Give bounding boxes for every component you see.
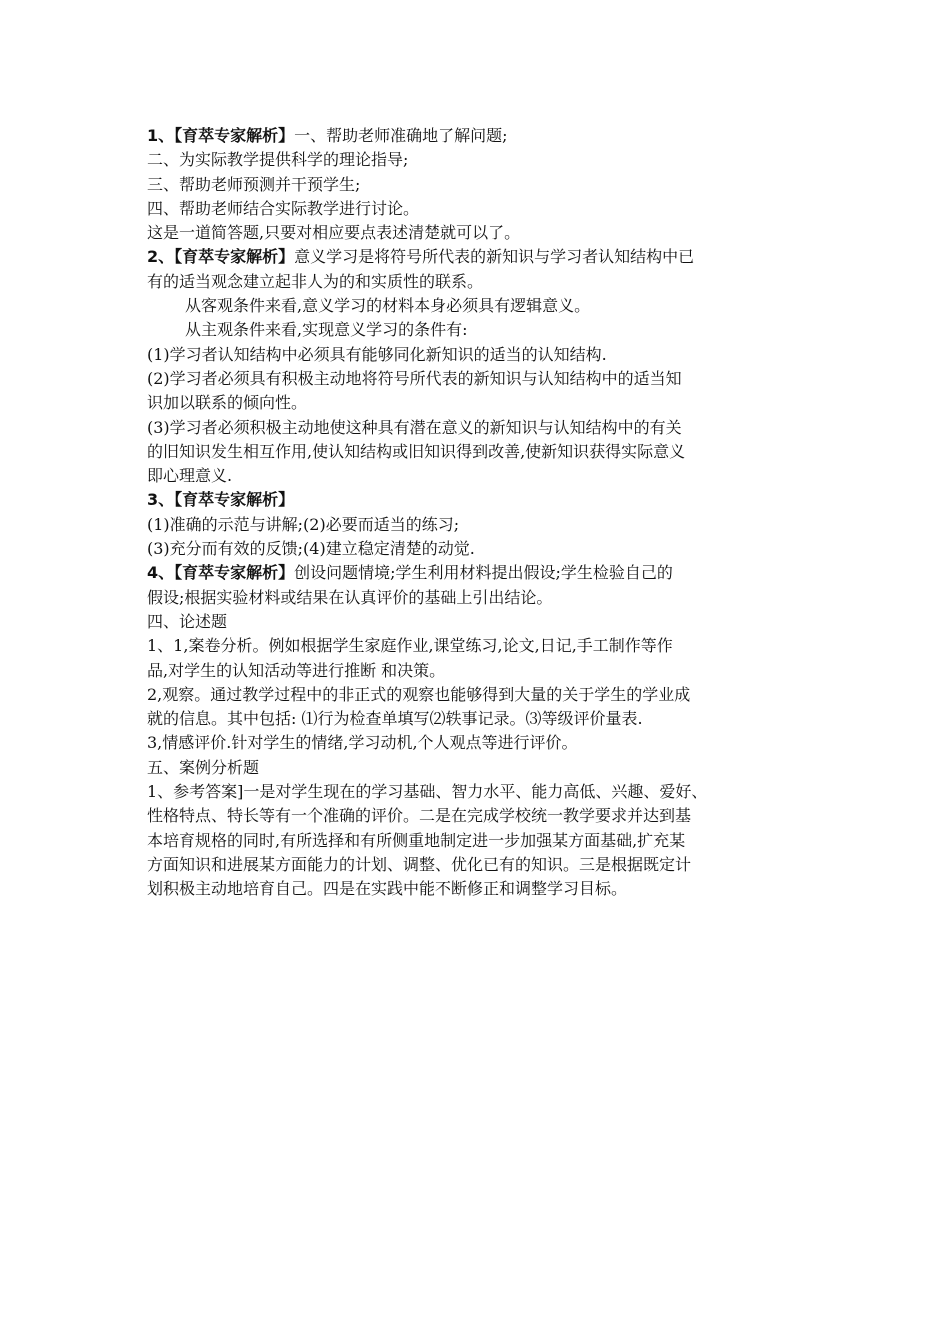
line-text: (3)学习者必须积极主动地使这种具有潜在意义的新知识与认知结构中的有关: [147, 417, 682, 437]
document-page: [147, 124, 827, 902]
text-line: [147, 416, 827, 440]
line-text: 2,观察。通过教学过程中的非正式的观察也能够得到大量的关于学生的学业成: [147, 684, 691, 704]
text-line: [147, 173, 827, 197]
answer-heading: 2、【育萃专家解析】: [147, 247, 295, 267]
line-text: (1)学习者认知结构中必须具有能够同化新知识的适当的认知结构.: [147, 344, 607, 364]
text-line: [147, 197, 827, 221]
line-text: 创设问题情境;学生利用材料提出假设;学生检验自己的: [294, 563, 673, 583]
line-text: 1、1,案卷分析。例如根据学生家庭作业,课堂练习,论文,日记,手工制作等作: [147, 636, 673, 656]
text-line: [147, 343, 827, 367]
text-line: [147, 683, 827, 707]
text-line: [147, 440, 827, 464]
line-text: 这是一道简答题,只要对相应要点表述清楚就可以了。: [147, 223, 521, 243]
line-text: 1、参考答案]一是对学生现在的学习基础、智力水平、能力高低、兴趣、爱好、: [147, 782, 708, 802]
line-text: 从客观条件来看,意义学习的材料本身必须具有逻辑意义。: [185, 296, 591, 316]
line-text: 性格特点、特长等有一个准确的评价。二是在完成学校统一教学要求并达到基: [147, 806, 692, 826]
line-text: 识加以联系的倾向性。: [147, 393, 308, 413]
line-text: 划积极主动地培育自己。四是在实践中能不断修正和调整学习目标。: [147, 879, 628, 899]
answer-heading: 1、【育萃专家解析】: [147, 126, 295, 145]
line-text: 意义学习是将符号所代表的新知识与学习者认知结构中已: [294, 247, 695, 267]
text-line: [147, 488, 827, 512]
text-line: [147, 318, 827, 342]
text-line: [147, 707, 827, 731]
text-line: [147, 391, 827, 415]
line-text: 品,对学生的认知活动等进行推断 和决策。: [147, 660, 446, 680]
text-line: [147, 756, 827, 780]
line-text: 即心理意义.: [147, 466, 233, 486]
text-line: [147, 513, 827, 537]
text-line: [147, 586, 827, 610]
text-line: [147, 610, 827, 634]
text-line: [147, 853, 827, 877]
text-line: [147, 294, 827, 318]
line-text: (1)准确的示范与讲解;(2)必要而适当的练习;: [147, 514, 460, 534]
text-line: [147, 731, 827, 755]
line-text: 本培育规格的同时,有所选择和有所侧重地制定进一步加强某方面基础,扩充某: [147, 830, 686, 850]
text-line: [147, 659, 827, 683]
text-line: [147, 245, 827, 269]
text-line: [147, 367, 827, 391]
line-text: 二、为实际教学提供科学的理论指导;: [147, 150, 409, 170]
answer-heading: 3、【育萃专家解析】: [147, 490, 295, 510]
text-line: [147, 561, 827, 585]
text-line: [147, 804, 827, 828]
line-text: 假设;根据实验材料或结果在认真评价的基础上引出结论。: [147, 587, 553, 607]
line-text: 四、论述题: [147, 611, 228, 631]
text-line: [147, 537, 827, 561]
line-text: 方面知识和进展某方面能力的计划、调整、优化已有的知识。三是根据既定计: [147, 854, 692, 874]
line-text: 三、帮助老师预测并干预学生;: [147, 174, 361, 194]
line-text: 有的适当观念建立起非人为的和实质性的联系。: [147, 271, 484, 291]
text-line: [147, 634, 827, 658]
line-text: 四、帮助老师结合实际教学进行讨论。: [147, 198, 420, 218]
text-line: [147, 829, 827, 853]
text-line: [147, 124, 827, 148]
line-text: 就的信息。其中包括: ⑴行为检查单填写⑵轶事记录。⑶等级评价量表.: [147, 709, 643, 729]
text-line: [147, 270, 827, 294]
line-text: (2)学习者必须具有积极主动地将符号所代表的新知识与认知结构中的适当知: [147, 368, 682, 388]
line-text: 3,情感评价.针对学生的情绪,学习动机,个人观点等进行评价。: [147, 733, 578, 753]
line-text: 一、帮助老师准确地了解问题;: [294, 126, 508, 145]
text-line: [147, 464, 827, 488]
line-text: 五、案例分析题: [147, 757, 260, 777]
text-line: [147, 877, 827, 901]
line-text: (3)充分而有效的反馈;(4)建立稳定清楚的动觉.: [147, 539, 475, 559]
text-line: [147, 148, 827, 172]
line-text: 从主观条件来看,实现意义学习的条件有:: [185, 320, 468, 340]
answer-heading: 4、【育萃专家解析】: [147, 563, 295, 583]
text-line: [147, 221, 827, 245]
text-line: [147, 780, 827, 804]
line-text: 的旧知识发生相互作用,使认知结构或旧知识得到改善,使新知识获得实际意义: [147, 441, 686, 461]
